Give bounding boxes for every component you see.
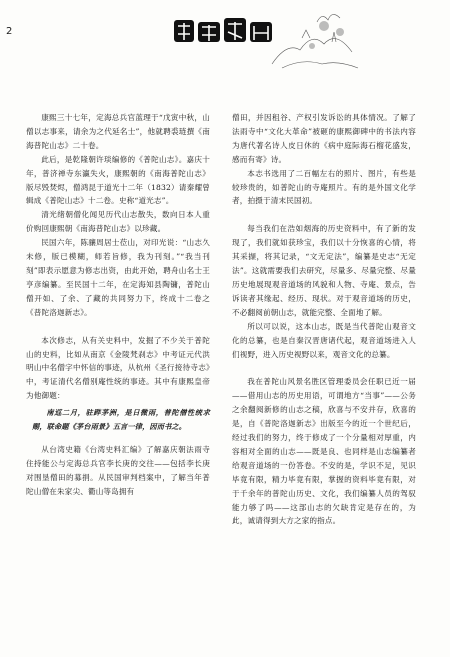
paragraph: 僧田，并因租谷、产权引发诉讼的具体情况。了解了法雨寺中“文化大革命”被砸的康熙御碑中的书法内容为唐代著名诗人皮日休的《病中庭际海石榴花盛发，感而有寄》诗。 [232, 113, 416, 164]
paragraph: 本次修志，从有关史料中，发掘了不少关于普陀山的史料，比如从南京《金陵梵刹志》中考证元代洪明山中名僧字中怀信的事迹，从杭州《圣行接待寺志》中，考证清代名僧别庵性统的事迹。其中有康熙皇帝为他御题： [26, 335, 210, 401]
paragraph: 我在普陀山风景名胜区管理委员会任职已近一届——借用山志的历史用语，可谓地方“当事”——公务之余翻阅新修的山志之稿，欣喜与不安并存，欣喜的是，自《普陀洛迦新志》出版至今的近一个世纪后，经过我们的努力，终于修成了一个分量相对厚重，内容相对全面的山志——既是良、也同样是山志编纂者给观音道场的一份答卷。不安的是，学识不足，见识毕竟有限，精力毕竟有限，掌握的资料毕竟有限，对于千余年的普陀山历史、文化，我们编纂人员的驾驭能力够了吗——这部山志的欠缺肯定是存在的，为此，诚请得到大方之家的指点。 [232, 377, 416, 526]
paragraph: 每当我们在浩如烟海的历史资料中，有了新的发现了，我们就如获珍宝，我们以十分恢喜的心情，将其采撷，将其记录，“文无定法”，编纂是史志“无定法”。这就需要我们去研究，尽量多、尽量完整、尽量历史地展现观音道场的风貌和人物、寺庵、景点，告诉读者其缘起、经历、现状。对于观音道场的历史，不必翻阅前朝山志，就能完整、全面地了解。 [232, 224, 416, 317]
right-column [232, 111, 416, 528]
paragraph: 康熙三十七年，定海总兵官蓝理于“戊寅中秋，山僧以志事来，请余为之代延名士”，他就聘裘琏撰《南海普陀山志》二十卷。 [26, 113, 210, 150]
header-logo [170, 14, 280, 48]
left-column [26, 111, 210, 499]
page-number: 2 [6, 26, 13, 37]
paragraph: 此后，是乾隆朝许琰编修的《普陀山志》。嘉庆十年，普济禅寺东瀛失火，康熙朝的《南海普陀山志》版尽毁焚烬，僧鸿昆于道光十二年（1832）请秦耀曾辑成《普陀山志》十二卷。史称“道光志”。 [26, 154, 210, 206]
paragraph: 所以可以说，这本山志，既是当代普陀山观音文化的总纂，也是自秦汉晋唐诸代起，观音道场进入人们视野，进入历史视野以来，观音文化的总纂。 [232, 321, 416, 359]
paragraph: 从台湾史籍《台湾史料汇编》了解嘉庆朝法雨寺住持能公与定海总兵官李长庚的交往——包括李长庚对围垦僧田的募捐。从民国审判档案中，了解当年普陀山僧在朱家尖、衢山等岛拥有 [26, 444, 210, 496]
paragraph: 本志书选用了二百幅左右的照片、图片，有些是较珍贵的，如普陀山的寺庵照片。有的是外国文化学者，拍摄于清末民国初。 [232, 168, 416, 206]
paragraph: 民国六年，陈骧周居士莅山，对印光说：“山志久未修，版已模糊，师若旨修，我为刊刻。”“我当刊刻”即表示愿意为修志出资，由此开始，聘舟山名士王亨彦编纂。至民国十二年，在定海知县陶镛，普陀山僧开如、了余、了藏的共同努力下，终成十二卷之《普陀洛迦新志》。 [26, 238, 210, 317]
block-quote: 南巡二月，驻跸茅洲，是日微雨，普陀僧性统求赐，联命题《茅台雨景》五言一律，因而书之。 [32, 408, 210, 432]
paragraph: 清光绪朝僧化闻见历代山志散失，数向日本人重价购回康熙朝《南海普陀山志》以珍藏。 [26, 210, 210, 234]
